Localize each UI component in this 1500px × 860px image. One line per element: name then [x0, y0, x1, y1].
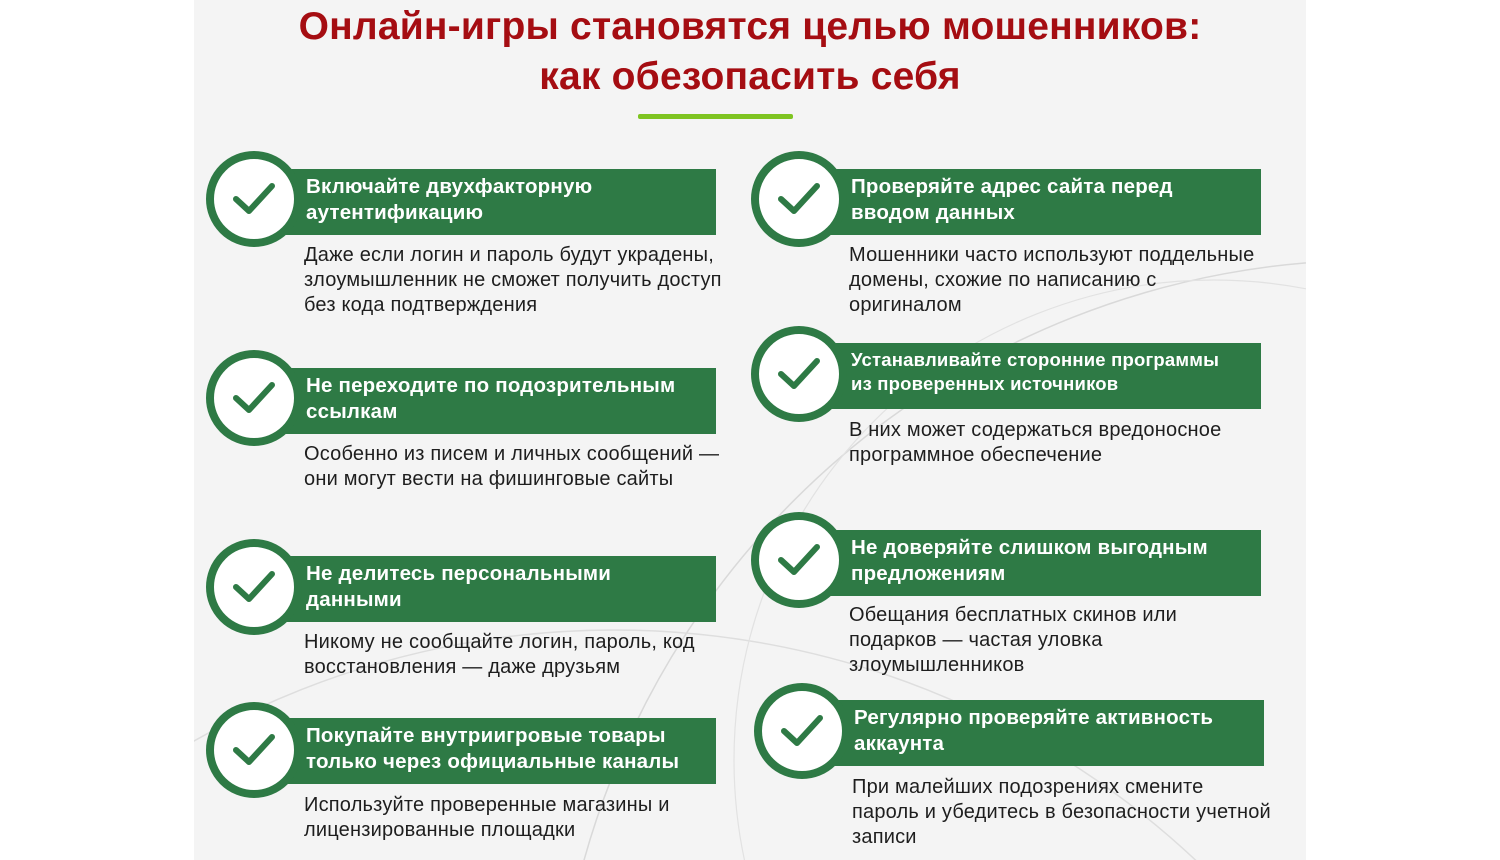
- check-icon: [777, 540, 821, 580]
- check-icon: [232, 567, 276, 607]
- tip-text: Используйте проверенные магазины и лицензированные площадки: [304, 794, 670, 841]
- check-icon: [777, 179, 821, 219]
- tip-title: Не доверяйте слишком выгодным предложениям: [823, 530, 1261, 596]
- check-badge: [751, 512, 847, 608]
- tip-text: Даже если логин и пароль будут украдены, злоумышленник не сможет получить доступ без кода подтверждения: [304, 244, 722, 316]
- tip-title: Покупайте внутриигровые товары только через официальные каналы: [278, 718, 716, 784]
- check-badge: [754, 683, 850, 779]
- tip-text: Никому не сообщайте логин, пароль, код восстановления — даже друзьям: [304, 631, 695, 678]
- check-badge: [206, 539, 302, 635]
- tip-title: Не переходите по подозрительным ссылкам: [278, 368, 716, 434]
- check-icon: [232, 378, 276, 418]
- tip-text: Особенно из писем и личных сообщений — они могут вести на фишинговые сайты: [304, 443, 720, 490]
- infographic-card: [194, 0, 1306, 860]
- tip-text: Мошенники часто используют поддельные домены, схожие по написанию с оригиналом: [849, 244, 1255, 316]
- tip-title: Устанавливайте сторонние программы из проверенных источников: [823, 343, 1261, 409]
- tip-text: В них может содержаться вредоносное программное обеспечение: [849, 419, 1222, 466]
- check-icon: [777, 354, 821, 394]
- check-badge: [206, 350, 302, 446]
- check-badge: [751, 151, 847, 247]
- check-badge: [751, 326, 847, 422]
- title-underline: [638, 114, 793, 119]
- check-icon: [232, 179, 276, 219]
- check-icon: [780, 711, 824, 751]
- tip-title: Не делитесь персональными данными: [278, 556, 716, 622]
- tip-title: Регулярно проверяйте активность аккаунта: [826, 700, 1264, 766]
- tip-title: Включайте двухфакторную аутентификацию: [278, 169, 716, 235]
- tip-text: При малейших подозрениях смените пароль и убедитесь в безопасности учетной записи: [852, 776, 1271, 848]
- title-line-1: Онлайн-игры становятся целью мошенников:: [298, 5, 1202, 48]
- check-badge: [206, 151, 302, 247]
- check-badge: [206, 702, 302, 798]
- check-icon: [232, 730, 276, 770]
- tip-text: Обещания бесплатных скинов или подарков — частая уловка злоумышленников: [849, 604, 1178, 676]
- page-title: [194, 2, 1306, 102]
- tip-title: Проверяйте адрес сайта перед вводом данных: [823, 169, 1261, 235]
- title-line-2: как обезопасить себя: [539, 55, 961, 98]
